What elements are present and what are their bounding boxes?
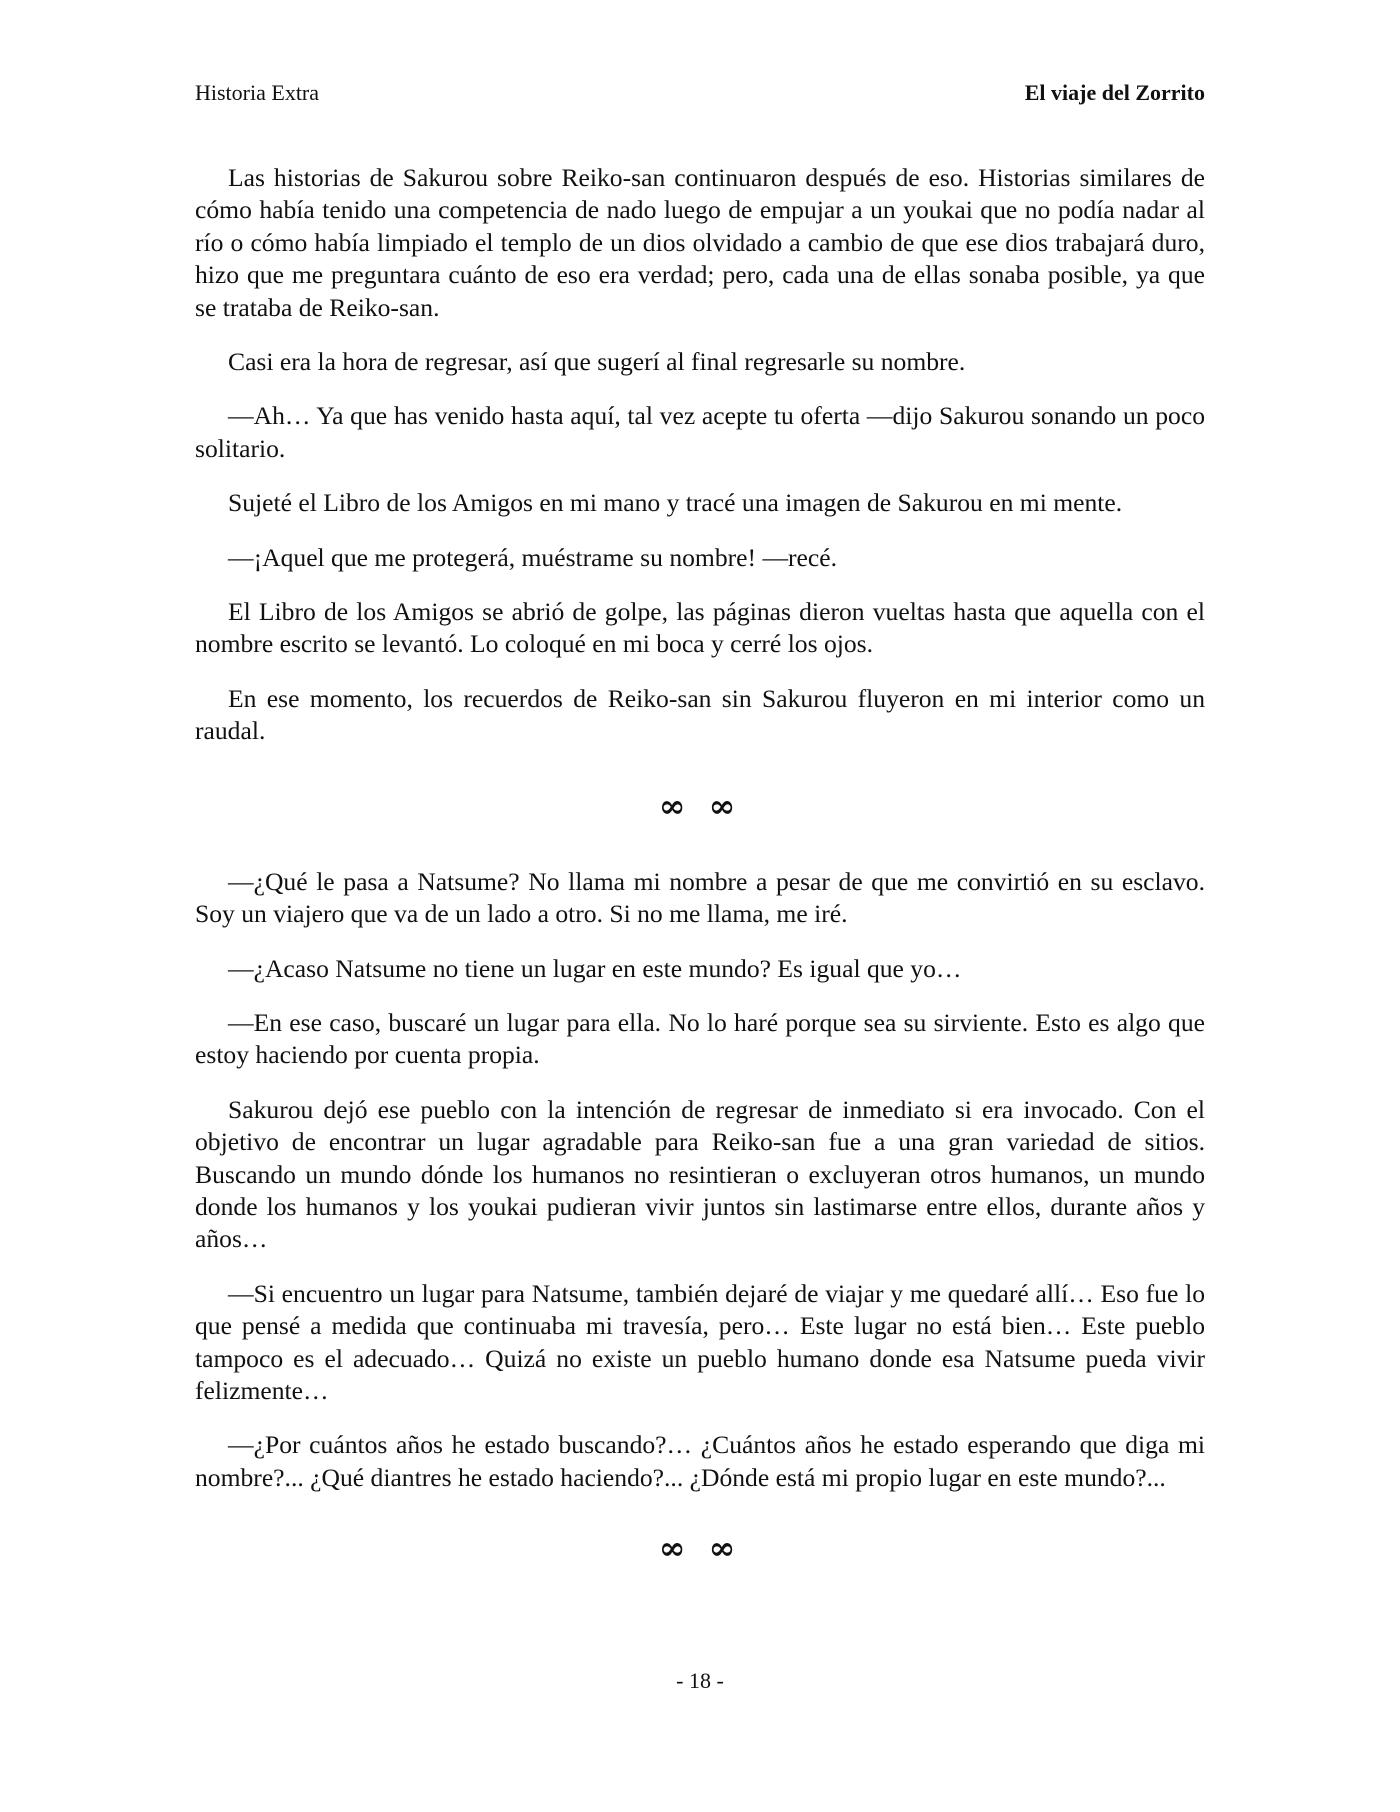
paragraph: —Ah… Ya que has venido hasta aquí, tal vez acepte tu oferta —dijo Sakurou sonando un poco solitario. [195, 401, 1205, 463]
paragraph: En ese momento, los recuerdos de Reiko-san sin Sakurou fluyeron en mi interior como un raudal. [195, 683, 1205, 746]
paragraph: Sujeté el Libro de los Amigos en mi mano y tracé una imagen de Sakurou en mi mente. [228, 488, 1123, 518]
page-number: - 18 - [676, 1668, 724, 1693]
paragraph: —En ese caso, buscaré un lugar para ella. No lo haré porque sea su sirviente. Esto es algo que estoy haciendo por cuenta propia. [195, 1007, 1205, 1070]
header-section-title: Historia Extra [195, 80, 320, 105]
scene-break-ornament-icon: ∞ ∞ [658, 1529, 742, 1568]
body-text [195, 162, 1205, 1608]
paragraph: Casi era la hora de regresar, así que sugerí al final regresarle su nombre. [228, 347, 966, 377]
paragraph: —¿Por cuántos años he estado buscando?… ¿Cuántos años he estado esperando que diga mi nombre?... ¿Qué diantres he estado haciendo?... ¿Dónde está mi propio lugar en este mundo?... [195, 1430, 1205, 1492]
paragraph: —¿Qué le pasa a Natsume? No llama mi nombre a pesar de que me convirtió en su esclavo. Soy un viajero que va de un lado a otro. Si no me llama, me iré. [195, 866, 1205, 929]
paragraph: —¿Acaso Natsume no tiene un lugar en este mundo? Es igual que yo… [228, 953, 962, 983]
paragraph: Las historias de Sakurou sobre Reiko-san continuaron después de eso. Historias similares de cómo había tenido una competencia de nado luego de empujar a un youkai que no podía nadar al río o cómo había limpiado el templo de un dios olvidado a cambio de que ese dios trabajará duro, hizo que me preguntara cuánto de eso era verdad; pero, cada una de ellas sonaba posible, ya que se trataba de Reiko-san. [195, 163, 1205, 322]
paragraph: —¡Aquel que me protegerá, muéstrame su nombre! —recé. [228, 542, 838, 572]
paragraph: El Libro de los Amigos se abrió de golpe, las páginas dieron vueltas hasta que aquella con el nombre escrito se levantó. Lo coloqué en mi boca y cerré los ojos. [195, 597, 1205, 659]
header-book-title: El viaje del Zorrito [1024, 80, 1205, 105]
scene-break-ornament-icon: ∞ ∞ [658, 786, 742, 825]
paragraph: Sakurou dejó ese pueblo con la intención de regresar de inmediato si era invocado. Con el objetivo de encontrar un lugar agradable para Reiko-san fue a una gran variedad de sitios. Buscando un mundo dónde los humanos no resintieran o excluyeran otros humanos, un mundo donde los humanos y los youkai pudieran vivir juntos sin lastimarse entre ellos, durante años y años… [195, 1094, 1205, 1254]
running-header [195, 80, 1205, 112]
paragraph: —Si encuentro un lugar para Natsume, también dejaré de viajar y me quedaré allí… Eso fue lo que pensé a medida que continuaba mi travesía, pero… Este lugar no está bien… Este pueblo tampoco es el adecuado… Quizá no existe un pueblo humano donde esa Natsume pueda vivir felizmente… [195, 1278, 1205, 1405]
